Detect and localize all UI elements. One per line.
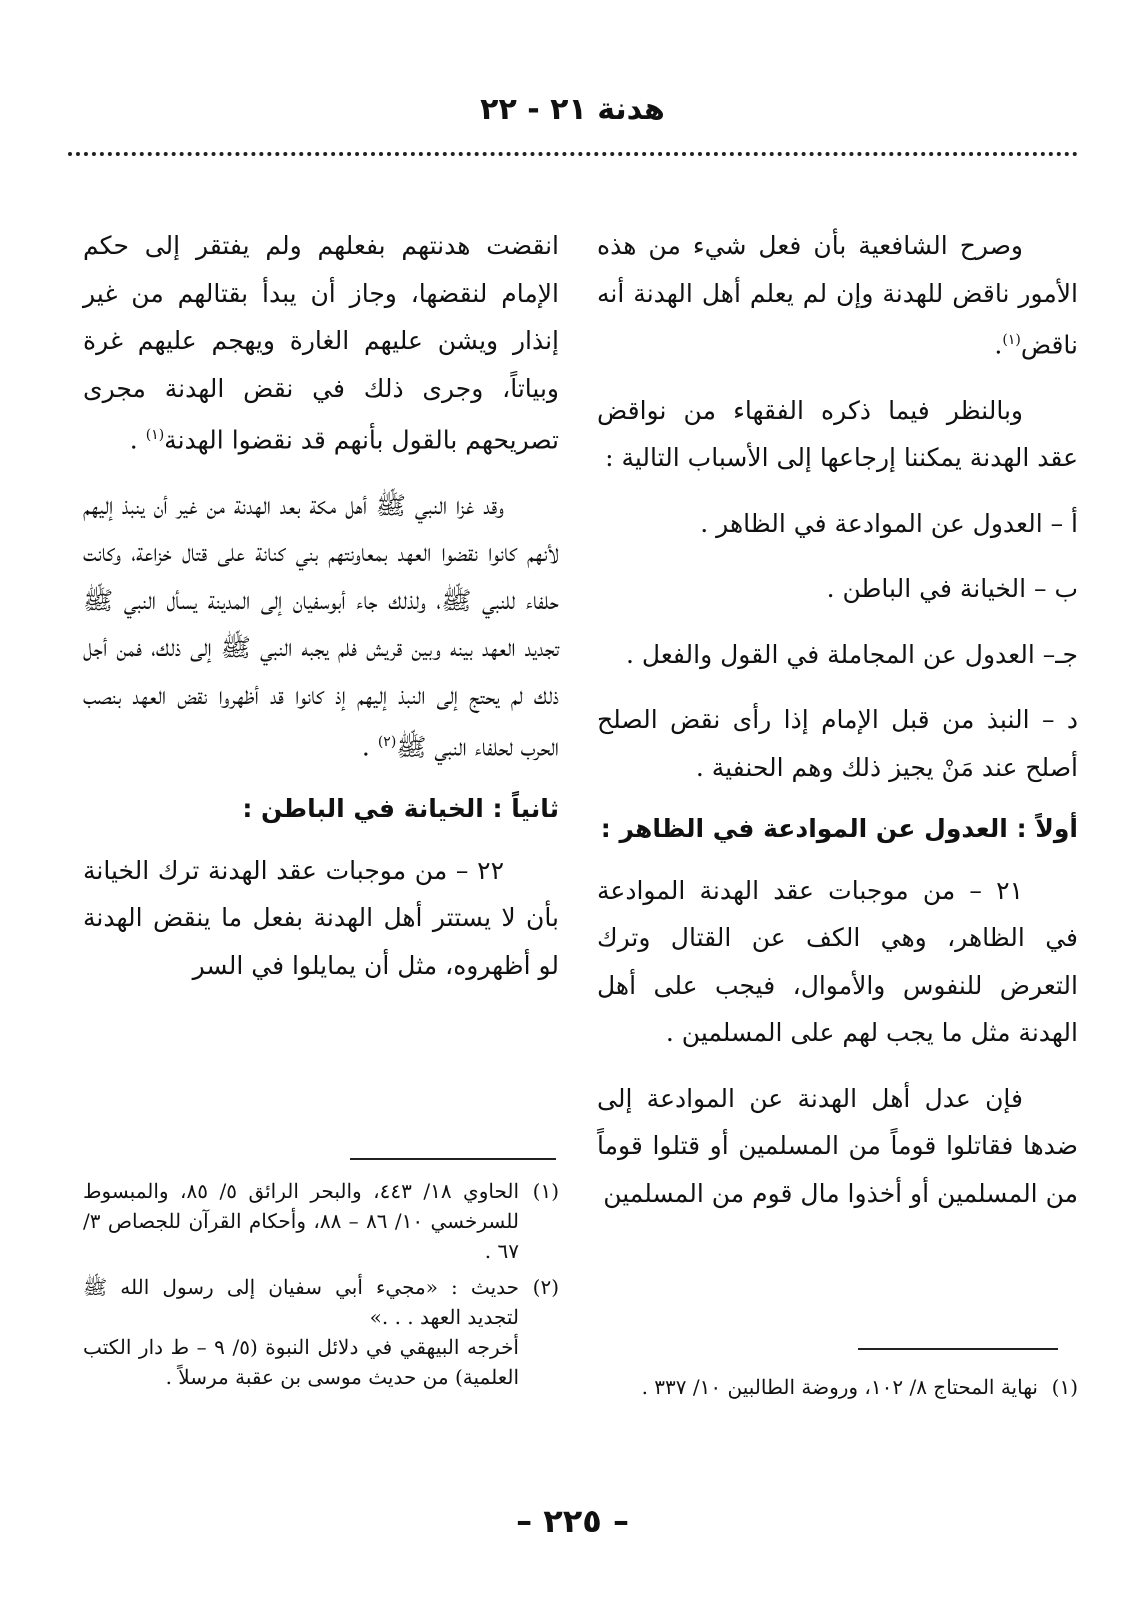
page-number: – ٢٢٥ –: [516, 1502, 629, 1540]
header-dotted-divider: [68, 152, 1078, 156]
right-paragraph-3: ٢١ – من موجبات عقد الهدنة الموادعة في الظاهر، وهي الكف عن القتال وترك التعرض للنفوس والأموال، فيجب على أهل الهدنة مثل ما يجب لهم على المسلمين .: [597, 875, 1078, 1048]
footnote-ref: (٢): [377, 734, 397, 751]
footnote-number: (١): [532, 1179, 559, 1203]
section-heading-1: أولاً : العدول عن الموادعة في الظاهر :: [600, 814, 1078, 844]
left-paragraph-3: ٢٢ – من موجبات عقد الهدنة ترك الخيانة بأن لا يستتر أهل الهدنة بفعل ما ينقض الهدنة لو أظهروه، مثل أن يمايلوا في السر: [83, 855, 559, 980]
left-paragraph-1: انقضت هدنتهم بفعلهم ولم يفتقر إلى حكم الإمام لنقضها، وجاز أن يبدأ بقتالهم من غير إنذار ويشن عليهم الغارة ويهجم عليهم غرة وبياتاً، وجرى ذلك في نقض الهدنة مجرى تصريحهم بالقول بأنهم قد نقضوا الهدنة$^{(١)}$ .: [83, 231, 559, 455]
list-item-a: أ – العدول عن الموادعة في الظاهر .: [700, 508, 1078, 538]
right-column: [597, 222, 1078, 1217]
footnote-right-1: [597, 1372, 1078, 1402]
footnote-divider-right: [858, 1348, 1058, 1350]
section-heading-2: ثانياً : الخيانة في الباطن :: [242, 794, 559, 824]
right-paragraph-4: فإن عدل أهل الهدنة عن الموادعة إلى ضدها فقاتلوا قوماً من المسلمين أو قتلوا قوماً من المسلمين أو أخذوا مال قوم من المسلمين: [597, 1083, 1078, 1208]
list-item-c: جـ– العدول عن المجاملة في القول والفعل .: [626, 639, 1078, 669]
footnote-number: (٢): [532, 1275, 559, 1299]
header-title: هدنة ٢١ - ٢٢: [480, 92, 665, 127]
list-item-d: د – النبذ من قبل الإمام إذا رأى نقض الصلح أصلح عند مَنْ يجيز ذلك وهم الحنفية .: [597, 705, 1078, 782]
footnote-text: الحاوي ١٨/ ٤٤٣، والبحر الرائق ٥/ ٨٥، والمبسوط للسرخسي ١٠/ ٨٦ – ٨٨، وأحكام القرآن للجصاص ٣/ ٦٧ .: [83, 1179, 520, 1263]
footnote-divider-left: [350, 1158, 556, 1160]
footnotes-right: [597, 1372, 1078, 1402]
right-paragraph-2: وبالنظر فيما ذكره الفقهاء من نواقض عقد الهدنة يمكننا إرجاعها إلى الأسباب التالية :: [597, 395, 1078, 473]
right-paragraph-1: وصرح الشافعية بأن فعل شيء من هذه الأمور ناقض للهدنة وإن لم يعلم أهل الهدنة أنه ناقض$^{(١)}$.: [597, 231, 1078, 360]
footnote-text: حديث : «مجيء أبي سفيان إلى رسول الله ﷺ لتجديد العهد . . .»: [83, 1275, 519, 1329]
footnote-left-2-continuation: [83, 1332, 559, 1392]
page-header: [0, 92, 1145, 127]
footnote-ref: (١): [1002, 332, 1021, 348]
footnote-text: أخرجه البيهقي في دلائل النبوة (٥/ ٩ – ط دار الكتب العلمية) من حديث موسى بن عقبة مرسلاً .: [83, 1335, 519, 1389]
footnote-left-1: [83, 1176, 559, 1266]
left-column: [83, 222, 559, 989]
list-item-b: ب – الخيانة في الباطن .: [826, 574, 1078, 604]
footnote-left-2: [83, 1272, 559, 1332]
left-paragraph-2: وقد غزا النبي ﷺ أهل مكة بعد الهدنة من غير أن ينبذ إليهم لأنهم كانوا نقضوا العهد بمعاونتهم بني كنانة على قتال خزاعة، وكانت حلفاء للنبي ﷺ، ولذلك جاء أبوسفيان إلى المدينة يسأل النبي ﷺ تجديد العهد بينه وبين قريش فلم يجبه النبي ﷺ إلى ذلك، فمن أجل ذلك لم يحتج إلى النبذ إليهم إذ كانوا قد أظهروا نقض العهد بنصب الحرب لحلفاء النبي ﷺ$^{(٢)}$ .: [83, 490, 559, 762]
footnote-ref: (١): [145, 427, 165, 443]
footnote-text: نهاية المحتاج ٨/ ١٠٢، وروضة الطالبين ١٠/ ٣٣٧ .: [641, 1375, 1038, 1399]
footnote-number: (١): [1051, 1375, 1078, 1399]
footnotes-left: [83, 1176, 559, 1392]
